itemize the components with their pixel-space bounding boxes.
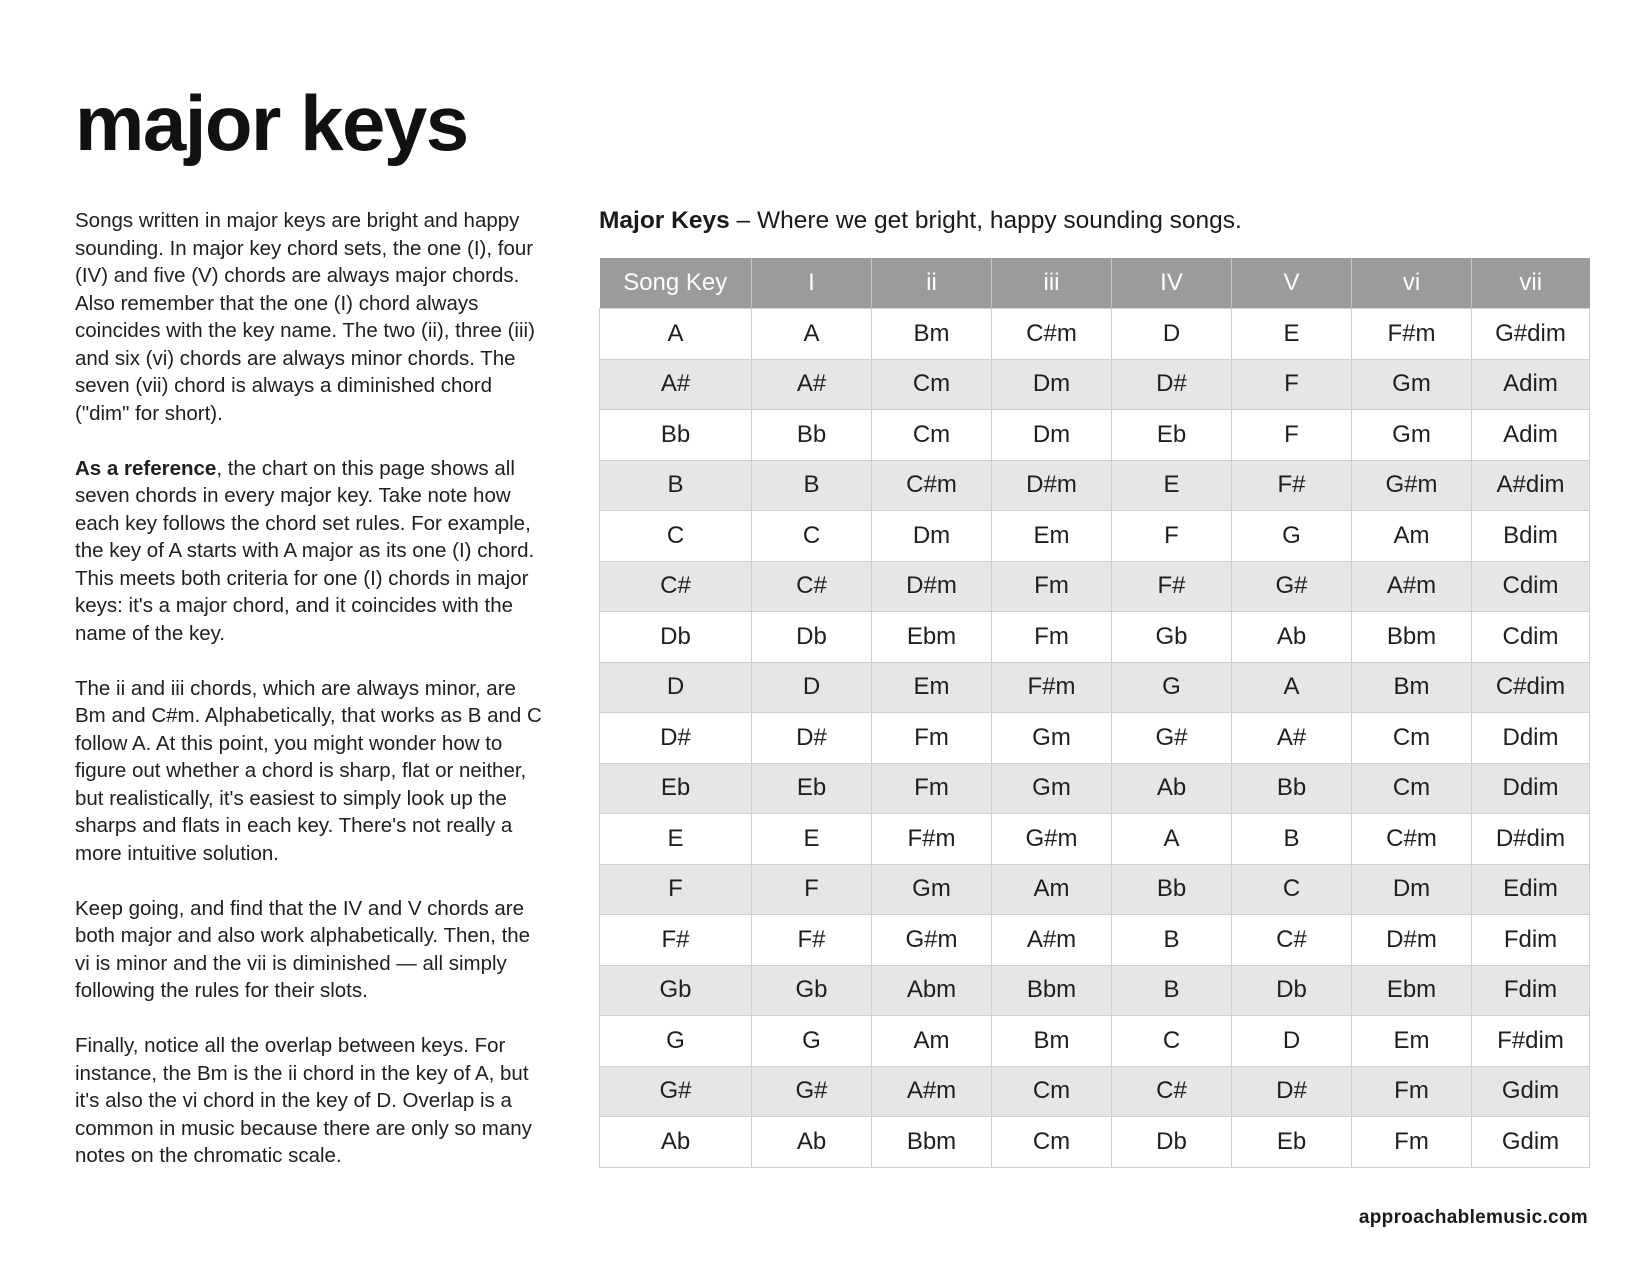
column-header: vii xyxy=(1472,258,1590,309)
chord-cell: C xyxy=(1232,864,1352,915)
intro-text xyxy=(75,207,550,1197)
chord-cell: G#m xyxy=(872,915,992,966)
chord-cell: F#m xyxy=(872,814,992,865)
chord-cell: A# xyxy=(752,359,872,410)
chord-cell: A#m xyxy=(872,1066,992,1117)
table-body xyxy=(600,309,1590,1168)
song-key-cell: E xyxy=(600,814,752,865)
chord-cell: D xyxy=(1232,1016,1352,1067)
chord-cell: Ab xyxy=(1232,612,1352,663)
table-header xyxy=(600,258,1590,309)
chord-cell: Am xyxy=(1352,511,1472,562)
chord-cell: B xyxy=(1232,814,1352,865)
column-header: Song Key xyxy=(600,258,752,309)
chord-cell: Bb xyxy=(1232,763,1352,814)
table-row xyxy=(600,662,1590,713)
chord-cell: Bdim xyxy=(1472,511,1590,562)
chord-cell: C# xyxy=(1112,1066,1232,1117)
song-key-cell: Db xyxy=(600,612,752,663)
chord-cell: F xyxy=(1232,359,1352,410)
chord-cell: Fm xyxy=(872,713,992,764)
table-row xyxy=(600,511,1590,562)
chord-cell: Dm xyxy=(872,511,992,562)
chord-cell: Ebm xyxy=(872,612,992,663)
chord-cell: A#m xyxy=(992,915,1112,966)
chord-cell: Dm xyxy=(1352,864,1472,915)
table-row xyxy=(600,1117,1590,1168)
chord-cell: C#m xyxy=(1352,814,1472,865)
chord-cell: G xyxy=(1232,511,1352,562)
chord-cell: F#m xyxy=(992,662,1112,713)
song-key-cell: F# xyxy=(600,915,752,966)
chord-cell: F xyxy=(1112,511,1232,562)
chord-cell: Db xyxy=(1232,965,1352,1016)
chord-cell: D#m xyxy=(1352,915,1472,966)
song-key-cell: D# xyxy=(600,713,752,764)
column-header: ii xyxy=(872,258,992,309)
table-row xyxy=(600,612,1590,663)
song-key-cell: Ab xyxy=(600,1117,752,1168)
chord-cell: Gm xyxy=(1352,410,1472,461)
chord-cell: Fm xyxy=(1352,1066,1472,1117)
chord-cell: Bbm xyxy=(872,1117,992,1168)
intro-paragraph: Songs written in major keys are bright and happy sounding. In major key chord sets, the one (I), four (IV) and five (V) chords are always major chords. Also remember that the one (I) chord always coincides with the key name. The two (ii), three (iii) and six (vi) chords are always minor chords. The seven (vii) chord is always a diminished chord ("dim" for short). xyxy=(75,209,535,425)
chord-cell: Dm xyxy=(992,359,1112,410)
chord-cell: Db xyxy=(752,612,872,663)
column-header: V xyxy=(1232,258,1352,309)
chord-cell: Edim xyxy=(1472,864,1590,915)
chord-table xyxy=(599,258,1590,1168)
column-header: IV xyxy=(1112,258,1232,309)
table-row xyxy=(600,965,1590,1016)
chord-cell: G# xyxy=(752,1066,872,1117)
chord-cell: C#m xyxy=(872,460,992,511)
table-row xyxy=(600,763,1590,814)
intro-paragraph xyxy=(75,455,550,648)
chord-cell: Bb xyxy=(1112,864,1232,915)
chord-cell: Gdim xyxy=(1472,1066,1590,1117)
chord-cell: Ddim xyxy=(1472,763,1590,814)
chord-cell: Ab xyxy=(1112,763,1232,814)
column-header: iii xyxy=(992,258,1112,309)
chord-cell: G#m xyxy=(992,814,1112,865)
table-heading xyxy=(599,207,1242,235)
chord-cell: G#dim xyxy=(1472,309,1590,360)
chord-cell: Em xyxy=(992,511,1112,562)
chord-cell: D# xyxy=(752,713,872,764)
table-row xyxy=(600,561,1590,612)
song-key-cell: C# xyxy=(600,561,752,612)
chord-cell: Bm xyxy=(992,1016,1112,1067)
chord-cell: Db xyxy=(1112,1117,1232,1168)
song-key-cell: F xyxy=(600,864,752,915)
chord-cell: E xyxy=(752,814,872,865)
intro-paragraph: The ii and iii chords, which are always minor, are Bm and C#m. Alphabetically, that works as B and C follow A. At this point, you might wonder how to figure out whether a chord is sharp, flat or neither, but realistically, it's easiest to simply look up the sharps and flats in each key. There's not really a more intuitive solution. xyxy=(75,676,542,865)
table-heading-subtitle: – Where we get bright, happy sounding songs. xyxy=(729,207,1242,234)
table-row xyxy=(600,460,1590,511)
chord-cell: Eb xyxy=(1112,410,1232,461)
page-title: major keys xyxy=(75,79,468,167)
chord-cell: G xyxy=(752,1016,872,1067)
chord-cell: F# xyxy=(1112,561,1232,612)
chord-cell: Am xyxy=(992,864,1112,915)
chord-cell: E xyxy=(1112,460,1232,511)
chord-cell: D# xyxy=(1232,1066,1352,1117)
chord-cell: Fm xyxy=(992,612,1112,663)
song-key-cell: Gb xyxy=(600,965,752,1016)
song-key-cell: A# xyxy=(600,359,752,410)
chord-cell: E xyxy=(1232,309,1352,360)
chord-cell: Gb xyxy=(1112,612,1232,663)
chord-cell: G#m xyxy=(1352,460,1472,511)
song-key-cell: G xyxy=(600,1016,752,1067)
chord-cell: F#dim xyxy=(1472,1016,1590,1067)
chord-cell: Gm xyxy=(992,713,1112,764)
chord-cell: B xyxy=(1112,965,1232,1016)
chord-cell: Fm xyxy=(1352,1117,1472,1168)
table-row xyxy=(600,359,1590,410)
chord-cell: Gm xyxy=(992,763,1112,814)
chord-cell: D#m xyxy=(872,561,992,612)
chord-cell: C xyxy=(1112,1016,1232,1067)
table-row xyxy=(600,410,1590,461)
reference-bold-label: As a reference xyxy=(75,456,217,480)
chord-cell: A#m xyxy=(1352,561,1472,612)
reference-text: , the chart on this page shows all seven chords in every major key. Take note how each key follows the chord set rules. For example, the key of A starts with A major as its one (I) chord. This meets both criteria for one (I) chords in major keys: it's a major chord, and it coincides with the name of the key. xyxy=(75,456,535,645)
chord-cell: F xyxy=(752,864,872,915)
chord-cell: F xyxy=(1232,410,1352,461)
chord-cell: Adim xyxy=(1472,359,1590,410)
table-row xyxy=(600,1016,1590,1067)
chord-cell: Eb xyxy=(752,763,872,814)
chord-cell: Dm xyxy=(992,410,1112,461)
chord-cell: Cm xyxy=(992,1066,1112,1117)
song-key-cell: A xyxy=(600,309,752,360)
song-key-cell: Eb xyxy=(600,763,752,814)
chord-cell: Cm xyxy=(872,410,992,461)
chord-cell: G# xyxy=(1232,561,1352,612)
chord-cell: F# xyxy=(1232,460,1352,511)
chord-cell: C#dim xyxy=(1472,662,1590,713)
chord-cell: F#m xyxy=(1352,309,1472,360)
chord-cell: Fm xyxy=(872,763,992,814)
table-row xyxy=(600,864,1590,915)
table-heading-bold: Major Keys xyxy=(599,207,730,234)
chord-cell: Em xyxy=(872,662,992,713)
chord-cell: D#m xyxy=(992,460,1112,511)
chord-cell: Bbm xyxy=(992,965,1112,1016)
chord-cell: Cm xyxy=(992,1117,1112,1168)
chord-cell: Em xyxy=(1352,1016,1472,1067)
song-key-cell: D xyxy=(600,662,752,713)
chord-cell: A xyxy=(752,309,872,360)
chord-cell: F# xyxy=(752,915,872,966)
chord-cell: Gb xyxy=(752,965,872,1016)
chord-cell: C# xyxy=(752,561,872,612)
chord-cell: Am xyxy=(872,1016,992,1067)
table-row xyxy=(600,1066,1590,1117)
song-key-cell: C xyxy=(600,511,752,562)
chord-cell: C# xyxy=(1232,915,1352,966)
chord-cell: Bb xyxy=(752,410,872,461)
song-key-cell: Bb xyxy=(600,410,752,461)
chord-cell: A xyxy=(1112,814,1232,865)
chord-cell: Ebm xyxy=(1352,965,1472,1016)
chord-cell: A xyxy=(1232,662,1352,713)
chord-cell: D# xyxy=(1112,359,1232,410)
chord-cell: D#dim xyxy=(1472,814,1590,865)
table-row xyxy=(600,309,1590,360)
chord-cell: Cdim xyxy=(1472,612,1590,663)
chord-cell: B xyxy=(1112,915,1232,966)
chord-cell: G# xyxy=(1112,713,1232,764)
chord-cell: Cdim xyxy=(1472,561,1590,612)
intro-paragraph: Keep going, and find that the IV and V chords are both major and also work alphabetically. Then, the vi is minor and the vii is diminished — all simply following the rules for their slots. xyxy=(75,896,531,1002)
chord-cell: Fdim xyxy=(1472,965,1590,1016)
intro-paragraph: Finally, notice all the overlap between keys. For instance, the Bm is the ii chord in the key of A, but it's also the vi chord in the key of D. Overlap is a common in music because there are only so many notes on the chromatic scale. xyxy=(75,1034,532,1167)
chord-cell: C#m xyxy=(992,309,1112,360)
chord-cell: A# xyxy=(1232,713,1352,764)
table-row xyxy=(600,713,1590,764)
table-row xyxy=(600,814,1590,865)
chord-cell: Cm xyxy=(1352,713,1472,764)
chord-cell: Abm xyxy=(872,965,992,1016)
chord-cell: Ab xyxy=(752,1117,872,1168)
chord-cell: Gm xyxy=(872,864,992,915)
chord-cell: Bm xyxy=(872,309,992,360)
chord-cell: G xyxy=(1112,662,1232,713)
chord-cell: Fm xyxy=(992,561,1112,612)
footer-website: approachablemusic.com xyxy=(1358,1207,1588,1228)
chord-cell: B xyxy=(752,460,872,511)
chord-cell: Eb xyxy=(1232,1117,1352,1168)
chord-cell: Bbm xyxy=(1352,612,1472,663)
song-key-cell: B xyxy=(600,460,752,511)
column-header: I xyxy=(752,258,872,309)
chord-cell: Gm xyxy=(1352,359,1472,410)
chord-cell: Adim xyxy=(1472,410,1590,461)
header-row xyxy=(600,258,1590,309)
chord-cell: A#dim xyxy=(1472,460,1590,511)
chord-cell: D xyxy=(752,662,872,713)
song-key-cell: G# xyxy=(600,1066,752,1117)
chord-cell: Fdim xyxy=(1472,915,1590,966)
chord-cell: Ddim xyxy=(1472,713,1590,764)
chord-cell: Cm xyxy=(872,359,992,410)
table-row xyxy=(600,915,1590,966)
chord-cell: Bm xyxy=(1352,662,1472,713)
chord-cell: D xyxy=(1112,309,1232,360)
chord-cell: C xyxy=(752,511,872,562)
column-header: vi xyxy=(1352,258,1472,309)
chord-cell: Cm xyxy=(1352,763,1472,814)
chord-cell: Gdim xyxy=(1472,1117,1590,1168)
